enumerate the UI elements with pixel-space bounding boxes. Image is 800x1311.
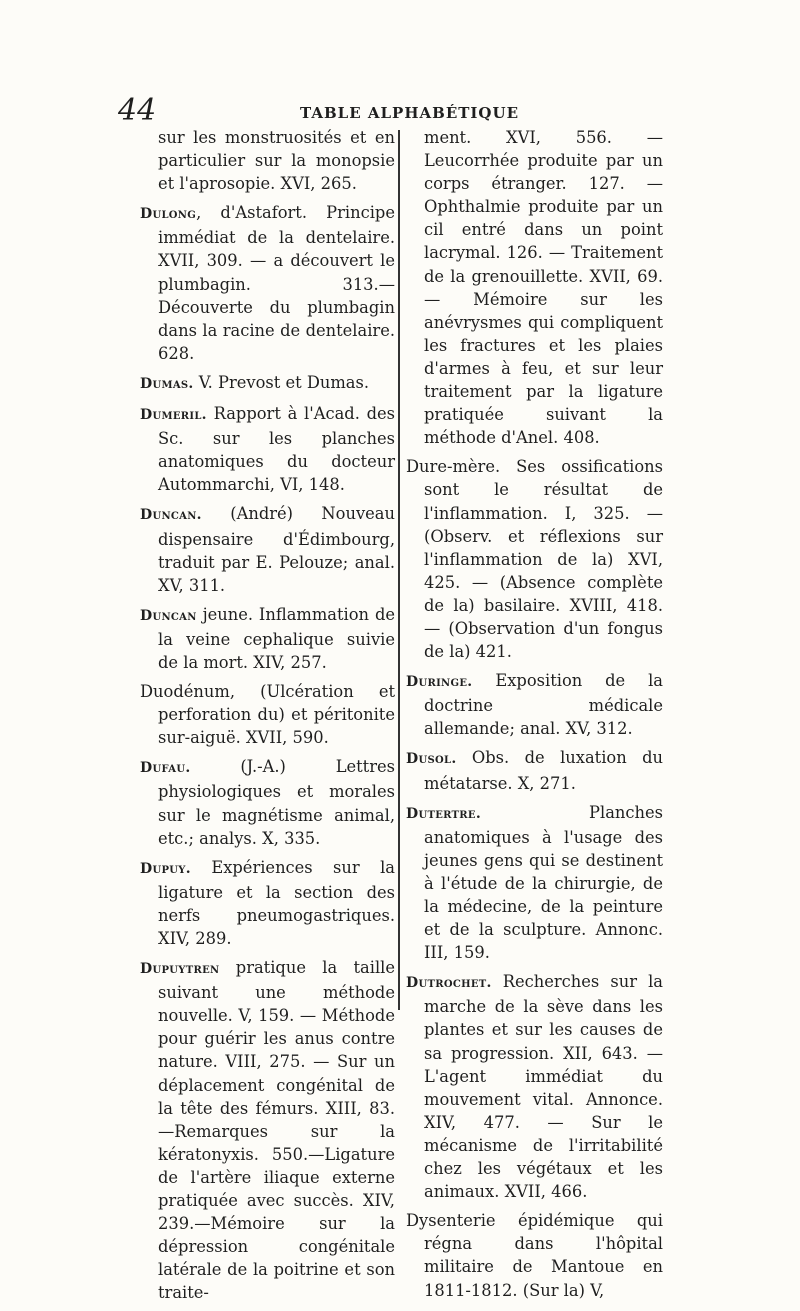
index-entry — [140, 502, 395, 596]
entry-text: ment. XVI, 556. — Leucorrhée produite par un corps étranger. 127. —Ophthalmie produite par un cil entré dans un point lacrymal. 126. — Traitement de la grenouillette. XVII, 69. — Mémoire sur les anévrysmes qui compliquent les fractures et les plaies d'armes à feu, et sur leur traitement par la ligature pratiquée suivant la méthode d'Anel. 408. — [424, 128, 663, 448]
running-head: TABLE ALPHABÉTIQUE — [300, 104, 520, 122]
entry-headword: Duodénum — [140, 682, 230, 702]
index-entry — [140, 402, 395, 496]
index-entry — [140, 201, 395, 365]
entry-headword: Dusol. — [406, 751, 457, 768]
entry-headword: Dupuytren — [140, 961, 220, 978]
index-entry — [140, 956, 395, 1304]
index-entry — [140, 126, 395, 195]
left-column — [140, 126, 395, 1311]
index-entry — [140, 680, 395, 749]
index-entry — [140, 371, 395, 396]
entry-text: Expériences sur la ligature et la section des nerfs pneumogastriques. XIV, 289. — [158, 857, 395, 948]
entry-text: Exposition de la doctrine médicale allemande; anal. XV, 312. — [424, 671, 663, 739]
entry-headword: Dulong — [140, 206, 197, 223]
index-entry — [406, 801, 663, 965]
entry-text: , d'Astafort. Principe immédiat de la dentelaire. XVII, 309. — a découvert le plumbagin. 313.—Découverte du plumbagin dans la racine de dentelaire. 628. — [158, 203, 395, 363]
entry-headword: Duncan — [140, 607, 197, 624]
entry-text: jeune. Inflammation de la veine cephalique suivie de la mort. XIV, 257. — [158, 604, 395, 672]
entry-text: (J.-A.) Lettres physiologiques et morales sur le magnétisme animal, etc.; analys. X, 335. — [158, 757, 395, 848]
index-entry — [140, 603, 395, 674]
entry-text: V. Prevost et Dumas. — [193, 372, 370, 392]
index-entry — [406, 746, 663, 794]
entry-text: Obs. de luxation du métatarse. X, 271. — [424, 748, 663, 793]
entry-headword: Dumas. — [140, 375, 194, 392]
entry-headword: Duncan. — [140, 507, 202, 524]
entry-text: , (Ulcération et perforation du) et péritonite sur-aiguë. XVII, 590. — [158, 682, 395, 748]
entry-text: Planches anatomiques à l'usage des jeunes gens qui se destinent à l'étude de la chirurgie, de la médecine, de la peinture et de la sculpture. Annonc. III, 159. — [424, 802, 663, 963]
entry-headword: Dutertre. — [406, 805, 482, 822]
entry-headword: Dufau. — [140, 760, 191, 777]
entry-text: épidémique qui régna dans l'hôpital militaire de Mantoue en 1811-1812. (Sur la) V, — [424, 1211, 663, 1300]
entry-headword: Dure-mère. — [406, 457, 501, 477]
entry-text: pratique la taille suivant une méthode nouvelle. V, 159. — Méthode pour guérir les anus contre nature. VIII, 275. — Sur un déplacement congénital de la tête des fémurs. XIII, 83.—Remarques sur la kératonyxis. 550.—Ligature de l'artère iliaque externe pratiquée avec succès. XIV, 239.—Mémoire sur la dépression congénitale latérale de la poitrine et son traite- — [158, 958, 395, 1303]
entry-headword: Dumeril. — [140, 407, 207, 424]
index-entry — [406, 126, 663, 449]
page-number: 44 — [118, 93, 157, 128]
index-entry — [140, 856, 395, 950]
index-entry — [406, 455, 663, 663]
entry-headword: Dysenterie — [406, 1211, 496, 1231]
entry-text: (André) Nouveau dispensaire d'Édimbourg, traduit par E. Pelouze; anal. XV, 311. — [158, 504, 395, 595]
right-column — [406, 126, 663, 1308]
column-rule — [398, 130, 400, 1010]
index-entry — [406, 669, 663, 740]
entry-text: sur les monstruosités et en particulier sur la monopsie et l'aprosopie. XVI, 265. — [158, 128, 395, 194]
index-entry — [406, 1209, 663, 1301]
entry-headword: Dupuy. — [140, 860, 191, 877]
entry-headword: Duringe. — [406, 674, 473, 691]
entry-text: Ses ossifications sont le résultat de l'inflammation. I, 325. — (Observ. et réflexions sur l'inflammation de la) XVI, 425. — (Absence complète de la) basilaire. XVIII, 418. — (Observation d'un fongus de la) 421. — [424, 457, 663, 662]
entry-text: Recherches sur la marche de la sève dans les plantes et sur les causes de sa progression. XII, 643. — L'agent immédiat du mouvement vital. Annonce. XIV, 477. — Sur le mécanisme de l'irritabilité chez les végétaux et les animaux. XVII, 466. — [424, 972, 663, 1202]
index-entry — [140, 755, 395, 849]
entry-headword: Dutrochet. — [406, 975, 492, 992]
entry-text: Rapport à l'Acad. des Sc. sur les planches anatomiques du docteur Autommarchi, VI, 148. — [158, 404, 395, 495]
index-entry — [406, 970, 663, 1203]
